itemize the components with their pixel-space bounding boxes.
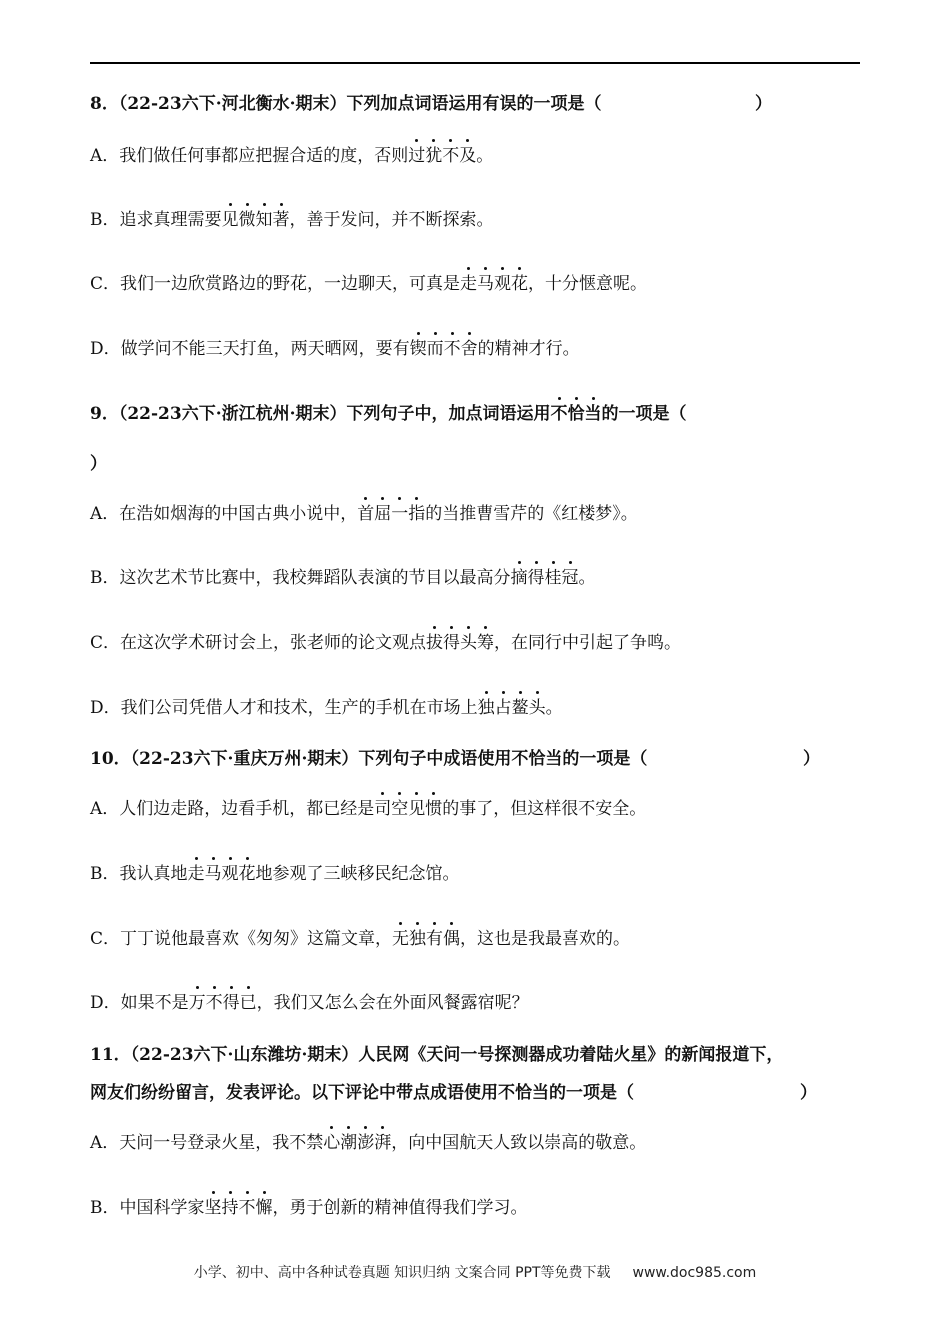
dotted-char: 惯 — [425, 799, 443, 819]
dotted-char: 占 — [494, 698, 512, 718]
question-8-stem — [90, 92, 860, 116]
dotted-char: 独 — [409, 929, 427, 949]
dotted-char: 首 — [357, 504, 375, 524]
option-10b: B．我认真地走马观花地参观了三峡移民纪念馆。 — [90, 864, 460, 884]
dotted-char: 过 — [408, 146, 426, 166]
dotted-char: 花 — [511, 274, 529, 294]
dotted-char: 有 — [426, 929, 444, 949]
dotted-idiom — [189, 993, 257, 1013]
dotted-char: 走 — [460, 274, 478, 294]
dotted-char: 见 — [408, 799, 426, 819]
dotted-char: 马 — [204, 864, 222, 884]
dotted-idiom — [188, 864, 256, 884]
dotted-idiom — [410, 339, 478, 359]
question-9-stem: 9．（22-23六下·浙江杭州·期末）下列句子中，加点词语运用不恰当的一项是（ — [90, 404, 687, 424]
option-9c: C．在这次学术研讨会上，张老师的论文观点拔得头筹，在同行中引起了争鸣。 — [90, 633, 682, 653]
question-11-text: 网友们纷纷留言，发表评论。以下评论中带点成语使用不恰当的一项是（ — [90, 1083, 634, 1103]
option-11b: B．中国科学家坚持不懈，勇于创新的精神值得我们学习。 — [90, 1198, 528, 1218]
dotted-char: 摘 — [510, 568, 528, 588]
dotted-idiom — [426, 633, 494, 653]
dotted-char: 心 — [323, 1133, 341, 1153]
dotted-char: 一 — [391, 504, 409, 524]
dotted-char: 鳌 — [511, 698, 529, 718]
dotted-char: 锲 — [409, 339, 427, 359]
answer-paren-close: ） — [803, 749, 820, 769]
dotted-char: 澎 — [357, 1133, 375, 1153]
dotted-char: 观 — [221, 864, 239, 884]
page-footer — [0, 1262, 950, 1282]
dotted-char: 冠 — [561, 568, 579, 588]
option-9b: B．这次艺术节比赛中，我校舞蹈队表演的节目以最高分摘得桂冠。 — [90, 568, 596, 588]
dotted-char: 懈 — [255, 1198, 273, 1218]
dotted-char: 知 — [255, 210, 273, 230]
question-11-stem-line1: 11．（22-23六下·山东潍坊·期末）人民网《天问一号探测器成功着陆火星》的新闻报道下， — [90, 1045, 784, 1065]
question-8-text: 8．（22-23六下·河北衡水·期末）下列加点词语运用有误的一项是（ — [90, 94, 602, 114]
dotted-char: 马 — [477, 274, 495, 294]
dotted-char: 观 — [494, 274, 512, 294]
dotted-char: 桂 — [544, 568, 562, 588]
dotted-char: 不 — [550, 404, 568, 424]
dotted-char: 恰 — [567, 404, 585, 424]
question-10-text: 10．（22-23六下·重庆万州·期末）下列句子中成语使用不恰当的一项是（ — [90, 749, 648, 769]
question-11-stem-line2 — [90, 1081, 860, 1105]
option-9a: A．在浩如烟海的中国古典小说中，首屈一指的当推曹雪芹的《红楼梦》。 — [90, 504, 638, 524]
footer-url[interactable]: www.doc985.com — [632, 1265, 757, 1281]
dotted-word — [551, 404, 602, 424]
dotted-idiom — [392, 929, 460, 949]
header-rule — [90, 62, 860, 64]
footer-text: 小学、初中、高中各种试卷真题 知识归纳 文案合同 PPT等免费下载 — [193, 1265, 611, 1281]
question-10-stem — [90, 747, 860, 771]
dotted-char: 不 — [442, 146, 460, 166]
option-8a: A．我们做任何事都应把握合适的度，否则过犹不及。 — [90, 146, 494, 166]
dotted-char: 偶 — [443, 929, 461, 949]
dotted-char: 拔 — [426, 633, 444, 653]
dotted-idiom — [222, 210, 290, 230]
dotted-char: 万 — [188, 993, 206, 1013]
option-8b: B．追求真理需要见微知著，善于发问，并不断探索。 — [90, 210, 494, 230]
dotted-idiom — [323, 1133, 391, 1153]
dotted-char: 潮 — [340, 1133, 358, 1153]
dotted-char: 见 — [221, 210, 239, 230]
option-10a: A．人们边走路，边看手机，都已经是司空见惯的事了，但这样很不安全。 — [90, 799, 647, 819]
option-8d: D．做学问不能三天打鱼，两天晒网，要有锲而不舍的精神才行。 — [90, 339, 580, 359]
dotted-char: 头 — [528, 698, 546, 718]
dotted-char: 得 — [443, 633, 461, 653]
dotted-idiom — [511, 568, 579, 588]
dotted-char: 已 — [239, 993, 257, 1013]
option-10d: D．如果不是万不得已，我们又怎么会在外面风餐露宿呢？ — [90, 993, 529, 1013]
question-9-close — [90, 452, 860, 476]
dotted-char: 不 — [238, 1198, 256, 1218]
dotted-char: 筹 — [477, 633, 495, 653]
dotted-idiom — [357, 504, 425, 524]
dotted-char: 得 — [527, 568, 545, 588]
dotted-char: 得 — [222, 993, 240, 1013]
dotted-char: 著 — [272, 210, 290, 230]
dotted-char: 空 — [391, 799, 409, 819]
option-9d: D．我们公司凭借人才和技术，生产的手机在市场上独占鳌头。 — [90, 698, 563, 718]
dotted-char: 头 — [460, 633, 478, 653]
dotted-char: 司 — [374, 799, 392, 819]
dotted-char: 而 — [426, 339, 444, 359]
answer-paren-close: ） — [90, 454, 107, 474]
answer-paren-close: ） — [755, 94, 772, 114]
dotted-char: 当 — [584, 404, 602, 424]
dotted-char: 坚 — [204, 1198, 222, 1218]
dotted-char: 湃 — [374, 1133, 392, 1153]
dotted-idiom — [374, 799, 442, 819]
dotted-char: 犹 — [425, 146, 443, 166]
option-10c: C．丁丁说他最喜欢《匆匆》这篇文章，无独有偶，这也是我最喜欢的。 — [90, 929, 631, 949]
dotted-char: 屈 — [374, 504, 392, 524]
dotted-char: 不 — [443, 339, 461, 359]
dotted-char: 独 — [477, 698, 495, 718]
dotted-char: 指 — [408, 504, 426, 524]
dotted-char: 走 — [187, 864, 205, 884]
dotted-idiom — [460, 274, 528, 294]
dotted-char: 持 — [221, 1198, 239, 1218]
dotted-char: 花 — [238, 864, 256, 884]
option-8c: C．我们一边欣赏路边的野花，一边聊天，可真是走马观花，十分惬意呢。 — [90, 274, 648, 294]
dotted-char: 无 — [392, 929, 410, 949]
dotted-char: 舍 — [460, 339, 478, 359]
dotted-char: 不 — [205, 993, 223, 1013]
dotted-idiom — [408, 146, 476, 166]
dotted-char: 微 — [238, 210, 256, 230]
dotted-char: 及 — [459, 146, 477, 166]
dotted-idiom — [205, 1198, 273, 1218]
option-11a: A．天问一号登录火星，我不禁心潮澎湃，向中国航天人致以崇高的敬意。 — [90, 1133, 647, 1153]
answer-paren-close: ） — [800, 1083, 817, 1103]
dotted-idiom — [478, 698, 546, 718]
